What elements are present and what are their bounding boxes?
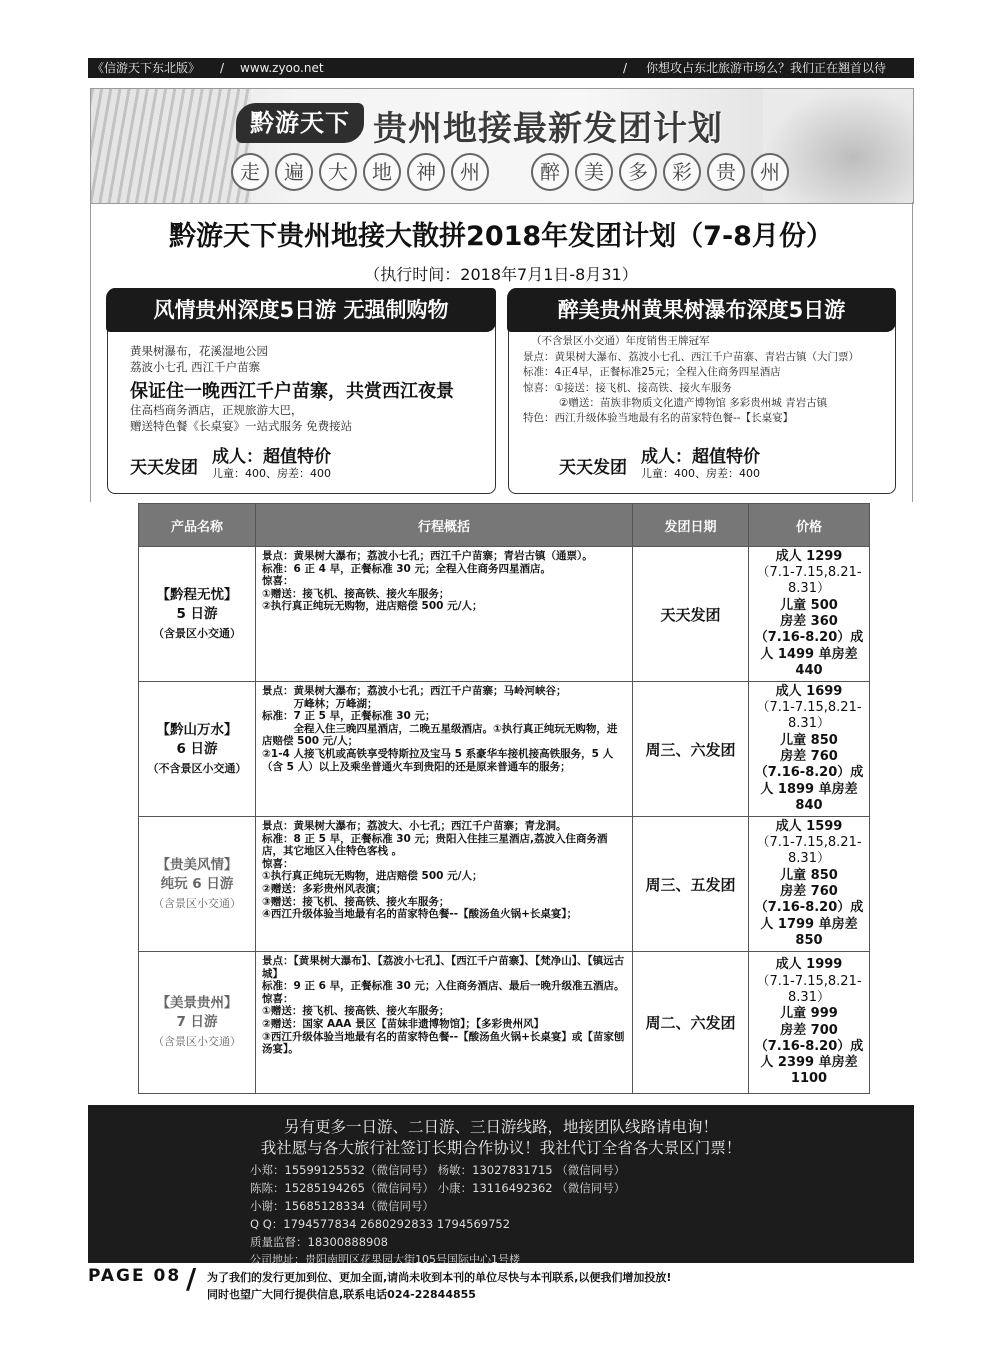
card-text: 惊喜：①接送：接飞机、接高铁、接火车服务 (523, 382, 732, 394)
product-name-cell (139, 817, 256, 952)
footer-note: 为了我们的发行更加到位、更加全面,请尚未收到本刊的单位尽快与本刊联系,以便我们增加投放! (207, 1271, 672, 1284)
column-header: 产品名称 (139, 504, 256, 547)
miao-girl-illustration (763, 89, 913, 203)
product-days: 5 日游 (176, 605, 218, 622)
slogan-char: 州 (751, 153, 789, 191)
slogan-char: 醉 (531, 153, 569, 191)
itinerary-line: 万峰林；万峰湖； (262, 697, 378, 710)
card-text: （不含景区小交通）年度销售王牌冠军 (531, 335, 710, 347)
card-text: 赠送特色餐《长桌宴》一站式服务 免费接站 (130, 419, 353, 433)
slogan-char: 大 (319, 153, 357, 191)
price-cell (749, 817, 870, 952)
departure-date-cell: 周三、五发团 (633, 817, 749, 952)
table-header-row (139, 504, 870, 547)
itinerary-line: 惊喜： (262, 575, 294, 588)
itinerary-line: 标准：9 正 6 早，正餐标准 30 元；入住商务酒店、最后一晚升级准五酒店。 (262, 980, 625, 993)
departure-label: 天天发团 (130, 458, 198, 478)
itinerary-summary-cell (256, 682, 633, 817)
departure-date-cell: 周三、六发团 (633, 682, 749, 817)
slogan-char: 遍 (275, 153, 313, 191)
price-line: （7.16-8.20）成人 2399 单房差 1100 (754, 1038, 864, 1087)
price-line: 成人 1699 (775, 683, 843, 699)
separator: / (220, 61, 225, 75)
price-line: 房差 360 (780, 614, 838, 629)
price-cell (749, 682, 870, 817)
product-scenic-note: （含景区小交通） (153, 896, 241, 910)
card-heading: 醉美贵州黄果树瀑布深度5日游 (507, 288, 896, 332)
child-price-label: 儿童：400、房差：400 (212, 467, 331, 480)
child-price-label: 儿童：400、房差：400 (641, 467, 760, 480)
price-line: （7.16-8.20）成人 1799 单房差 850 (754, 900, 864, 948)
itinerary-line: ②1-4 人接飞机或高铁享受特斯拉及宝马 5 系豪华车接机接高铁服务，5 人（含 5 人）以上及乘坐普通火车到贵阳的还是原来普通车的服务； (262, 747, 614, 773)
slogan-char: 地 (363, 153, 401, 191)
itinerary-line: 标准：8 正 5 早，正餐标准 30 元；贵阳入住挂三星酒店,荔波入住商务酒店，其它地区入住特色客栈 。 (262, 832, 608, 858)
product-days: 纯玩 6 日游 (160, 875, 234, 892)
card-text: 荔波小七孔 西江千户苗寨 (130, 360, 261, 374)
itinerary-line: ④西江升级体验当地最有名的苗家特色餐--【酸汤鱼火锅+长桌宴】； (262, 908, 578, 921)
itinerary-summary-cell (256, 952, 633, 1094)
contact-headline: 我社愿与各大旅行社签订长期合作协议！我社代订全省各大景区门票！ (260, 1139, 742, 1157)
slogan-char: 贵 (707, 153, 745, 191)
product-scenic-note: （含景区小交通） (153, 1035, 241, 1048)
product-name-cell (139, 547, 256, 682)
contact-qq: Q Q：1794577834 2680292833 1794569752 (250, 1217, 511, 1231)
separator: / (186, 1262, 197, 1295)
itinerary-line: 标准：6 正 4 早，正餐标准 30 元；全程入住商务四星酒店。 (262, 562, 552, 575)
itinerary-line: ②赠送：国家 AAA 景区【苗妹非遗博物馆】；【多彩贵州风】 (262, 1017, 545, 1030)
itinerary-line: 标准：7 正 5 早，正餐标准 30 元； (262, 710, 436, 723)
price-line: 房差 760 (780, 749, 838, 764)
itinerary-summary-cell (256, 817, 633, 952)
product-name-cell (139, 682, 256, 817)
itinerary-line: 惊喜： (262, 992, 294, 1005)
card-text: 特色：西江升级体验当地最有名的苗家特色餐--【长桌宴】 (523, 412, 794, 424)
price-line: （7.16-8.20）成人 1899 单房差 840 (754, 765, 864, 813)
price-line: 房差 760 (780, 884, 838, 899)
separator: / (623, 61, 628, 75)
price-line: 成人 1999 (775, 957, 843, 973)
column-header: 价格 (749, 504, 870, 547)
card-heading: 风情贵州深度5日游 无强制购物 (106, 288, 496, 332)
contact-headline: 另有更多一日游、二日游、三日游线路，地接团队线路请电询！ (283, 1118, 718, 1136)
company-address: 公司地址：贵阳南明区花果园大街105号国际中心1号楼 (250, 1253, 520, 1266)
slogan-char: 州 (451, 153, 489, 191)
itinerary-line: ②执行真正纯玩无购物，进店赔偿 500 元/人； (262, 600, 483, 613)
contact-phone: 陈陈：15285194265（微信同号） 小康：13116492362 （微信同号） (250, 1181, 626, 1195)
footer-note: 同时也望广大同行提供信息,联系电话024-22844855 (207, 1288, 476, 1301)
promo-card-left (107, 288, 496, 494)
product-days: 7 日游 (176, 1014, 218, 1030)
price-line: （7.1-7.15,8.21-8.31） (756, 700, 862, 732)
card-text: 景点：黄果树大瀑布、荔波小七孔、西江千户苗寨、青岩古镇（大门票） (523, 351, 859, 363)
table-row (139, 682, 870, 817)
slogan-char: 走 (231, 153, 269, 191)
itinerary-line: ③赠送：接飞机、接高铁、接火车服务； (262, 895, 450, 908)
price-line: 成人 1299 (775, 548, 843, 564)
itinerary-line: 景点：黄果树大瀑布；荔波大、小七孔；西江千户苗寨；青龙洞。 (262, 820, 567, 832)
itinerary-summary-cell (256, 547, 633, 682)
execution-period: （执行时间：2018年7月1日-8月31） (364, 265, 638, 284)
banner-title: 贵州地接最新发团计划 (373, 109, 723, 149)
itinerary-line: 全程入住三晚四星酒店，二晚五星级酒店。①执行真正纯玩无购物，进店赔偿 500 元/人； (262, 722, 618, 748)
itinerary-line: ①执行真正纯玩无购物，进店赔偿 500 元/人； (262, 870, 483, 883)
card-text: 住高档商务酒店，正规旅游大巴， (130, 403, 303, 417)
publication-name: 《信游天下东北版》 (92, 61, 201, 75)
product-name: 【美景贵州】 (156, 995, 238, 1011)
price-line: （7.1-7.15,8.21-8.31） (756, 565, 862, 597)
adult-price-label: 成人：超值特价 (212, 447, 331, 467)
adult-price-label: 成人：超值特价 (641, 447, 760, 467)
table-row (139, 547, 870, 682)
product-name: 【贵美风情】 (156, 856, 238, 873)
price-line: 儿童 850 (780, 732, 838, 748)
price-line: 房差 700 (780, 1022, 838, 1038)
itinerary-line: ②赠送：多彩贵州风表演； (262, 882, 387, 895)
product-days: 6 日游 (176, 740, 218, 757)
product-scenic-note: （含景区小交通） (153, 626, 241, 640)
top-bar (88, 58, 914, 78)
slogan-char: 彩 (663, 153, 701, 191)
price-line: （7.1-7.15,8.21-8.31） (756, 835, 862, 867)
card-text: ②赠送：苗族非物质文化遗产博物馆 多彩贵州城 青岩古镇 (559, 397, 828, 409)
promo-card-right (508, 288, 896, 494)
itinerary-line: 景点：黄果树大瀑布；荔波小七孔；西江千户苗寨；青岩古镇（通票）。 (262, 550, 593, 562)
itinerary-table (138, 503, 870, 1094)
frame-line (912, 202, 913, 502)
itinerary-line: ①赠送：接飞机、接高铁、接火车服务； (262, 1005, 450, 1018)
departure-date-cell: 天天发团 (633, 547, 749, 682)
page-number: PAGE 08 (88, 1266, 182, 1286)
contact-block (88, 1105, 914, 1266)
itinerary-line: ③西江升级体验当地最有名的苗家特色餐--【酸汤鱼火锅+长桌宴】或【苗家刨汤宴】。 (262, 1030, 625, 1056)
departure-date-cell: 周二、六发团 (633, 952, 749, 1094)
price-line: 儿童 999 (780, 1006, 838, 1022)
price-cell (749, 547, 870, 682)
contact-phone: 小郑：15599125532（微信同号） 杨敏：13027831715 （微信同号） (250, 1163, 626, 1177)
slogan-char: 美 (575, 153, 613, 191)
banner-slogan (231, 153, 780, 189)
banner (90, 88, 914, 204)
departure-label: 天天发团 (559, 458, 627, 478)
product-name: 【黔程无忧】 (156, 586, 238, 603)
product-scenic-note: （不含景区小交通） (147, 761, 247, 775)
table-row (139, 817, 870, 952)
main-title: 黔游天下贵州地接大散拼2018年发团计划（7-8月份） (169, 221, 833, 252)
price-cell (749, 952, 870, 1094)
slogan-char: 多 (619, 153, 657, 191)
product-name: 【黔山万水】 (156, 721, 238, 738)
waterfall-illustration (91, 89, 251, 203)
price-line: （7.16-8.20）成人 1499 单房差 440 (754, 630, 864, 678)
itinerary-line: 景点：【黄果树大瀑布】、【荔波小七孔】、【西江千户苗寨】、【梵净山】、【镇远古城】 (262, 955, 625, 980)
quality-supervision: 质量监督：18300888908 (250, 1235, 388, 1249)
header-tagline: 你想攻占东北旅游市场么？我们正在翘首以待 (646, 61, 887, 75)
price-line: 成人 1599 (775, 818, 843, 834)
brand-logo: 黔游天下 (236, 103, 364, 143)
column-header: 行程概括 (256, 504, 633, 547)
product-name-cell (139, 952, 256, 1094)
website-link[interactable]: www.zyoo.net (240, 61, 324, 75)
itinerary-line: 惊喜： (262, 857, 294, 870)
card-text: 黄果树瀑布，花溪湿地公园 (130, 344, 268, 358)
itinerary-line: ①赠送：接飞机、接高铁、接火车服务； (262, 587, 450, 600)
slogan-char: 神 (407, 153, 445, 191)
contact-phone: 小谢：15685128334（微信同号） (250, 1199, 434, 1213)
card-text: 标准：4正4早，正餐标准25元；全程入住商务四星酒店 (523, 366, 781, 378)
price-line: 儿童 500 (780, 597, 838, 613)
price-line: 儿童 850 (780, 867, 838, 883)
table-row (139, 952, 870, 1094)
column-header: 发团日期 (633, 504, 749, 547)
card-highlight: 保证住一晚西江千户苗寨，共赏西江夜景 (130, 381, 454, 402)
price-line: （7.1-7.15,8.21-8.31） (756, 973, 862, 1005)
itinerary-line: 景点：黄果树大瀑布；荔波小七孔；西江千户苗寨；马岭河峡谷； (262, 685, 567, 697)
